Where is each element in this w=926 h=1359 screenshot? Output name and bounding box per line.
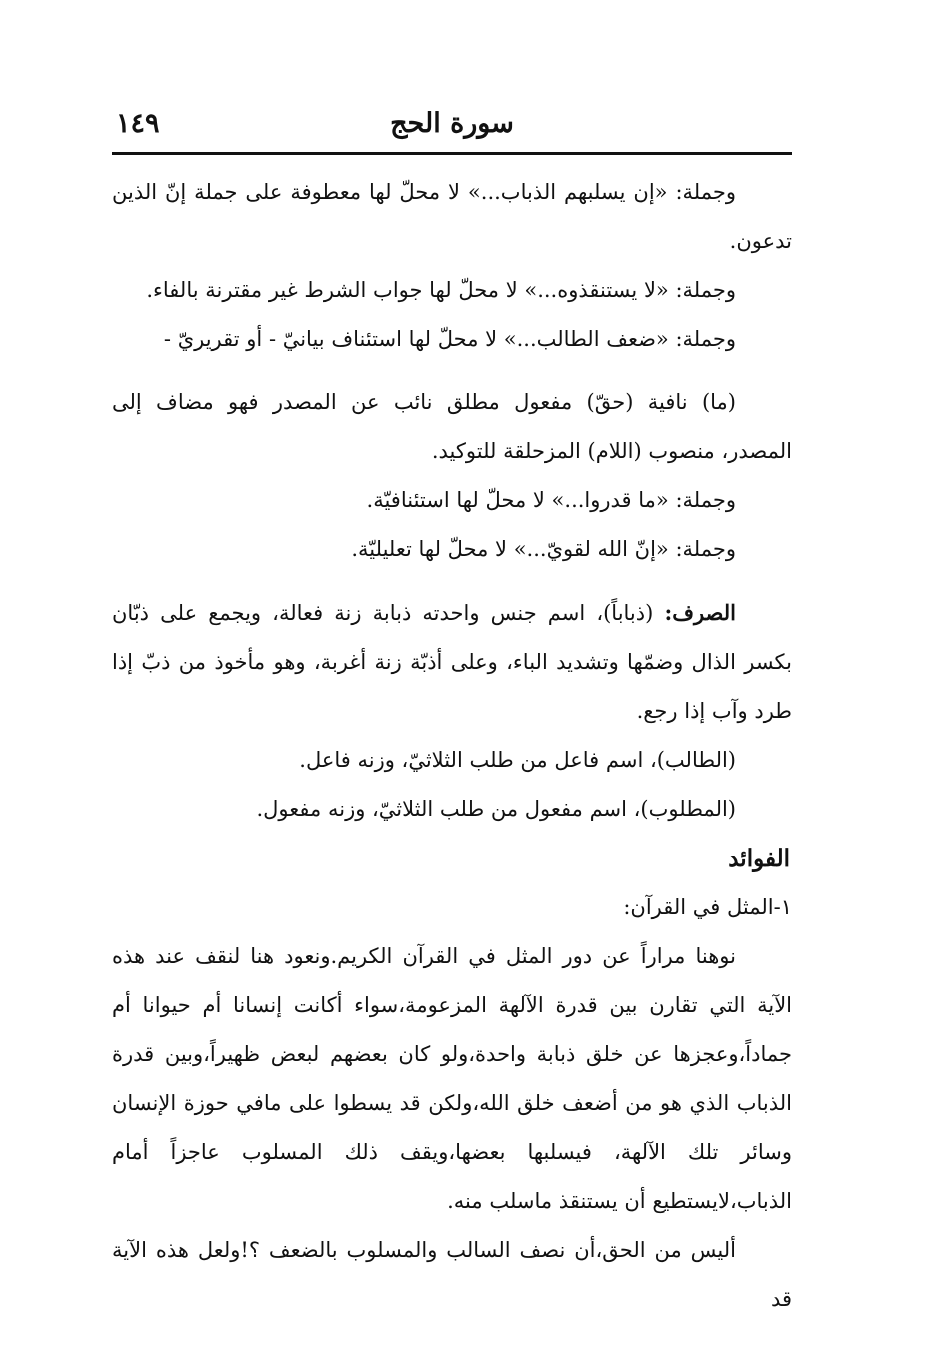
- sarf-label: الصرف:: [664, 600, 736, 625]
- page-body: [112, 168, 792, 1324]
- fawaid-heading: الفوائد: [728, 845, 790, 872]
- sarf-text-1: (ذباباً)، اسم جنس واحدته ذبابة زنة فعالة، ويجمع على ذبّان بكسر الذال وضمّها وتشديد الباء، وعلى أذبّة زنة أغربة، وهو مأخوذ من ذبّ إذا طرد وآب إذا رجع.: [112, 601, 792, 723]
- i3rab-paragraph-5: وجملة: «ما قدروا...» لا محلّ لها استئنافيّة.: [366, 488, 736, 512]
- fawaid-paragraph-2: أليس من الحق،أن نصف السالب والمسلوب بالضعف ؟!ولعل هذه الآية قد: [112, 1238, 792, 1311]
- fawaid-subheading-1: ١-المثل في القرآن:: [623, 895, 792, 919]
- fawaid-paragraph-1: نوهنا مراراً عن دور المثل في القرآن الكريم.ونعود هنا لنقف عند هذه الآية التي تقارن بين قدرة الآلهة المزعومة،سواء أكانت إنسانا أم حيوانا أم جماداً،وعجزها عن خلق ذبابة واحدة،ولو كان بعضهم لبعض ظهيراً،وبين قدرة الذباب الذي هو من أضعف خلق الله،ولكن قد يسطوا على مافي حوزة الإنسان وسائر تلك الآلهة، فيسلبها بعضها،ويقف ذلك المسلوب عاجزاً أمام الذباب،لايستطيع أن يستنقذ ماسلب منه.: [112, 944, 792, 1213]
- header-divider: [112, 152, 792, 155]
- page-number: ١٤٩: [116, 108, 160, 139]
- page-header: [112, 104, 792, 152]
- surah-title: سورة الحج: [390, 108, 514, 139]
- sarf-paragraph-1: [112, 588, 792, 736]
- i3rab-paragraph-1: وجملة: «إن يسلبهم الذباب...» لا محلّ لها معطوفة على جملة إنّ الذين تدعون.: [112, 180, 792, 253]
- spacer: [112, 364, 792, 378]
- i3rab-paragraph-2: وجملة: «لا يستنقذوه...» لا محلّ لها جواب الشرط غير مقترنة بالفاء.: [146, 278, 736, 302]
- sarf-paragraph-3: (المطلوب)، اسم مفعول من طلب الثلاثيّ، وزنه مفعول.: [256, 797, 736, 821]
- sarf-paragraph-2: (الطالب)، اسم فاعل من طلب الثلاثيّ، وزنه فاعل.: [299, 748, 736, 772]
- i3rab-paragraph-3: وجملة: «ضعف الطالب...» لا محلّ لها استئناف بيانيّ - أو تقريريّ -: [163, 327, 736, 351]
- i3rab-paragraph-4: (ما) نافية (حقّ) مفعول مطلق نائب عن المصدر فهو مضاف إلى المصدر، منصوب (اللام) المزحلقة للتوكيد.: [112, 390, 792, 463]
- i3rab-paragraph-6: وجملة: «إنّ الله لقويّ...» لا محلّ لها تعليليّة.: [351, 537, 736, 561]
- spacer: [112, 574, 792, 588]
